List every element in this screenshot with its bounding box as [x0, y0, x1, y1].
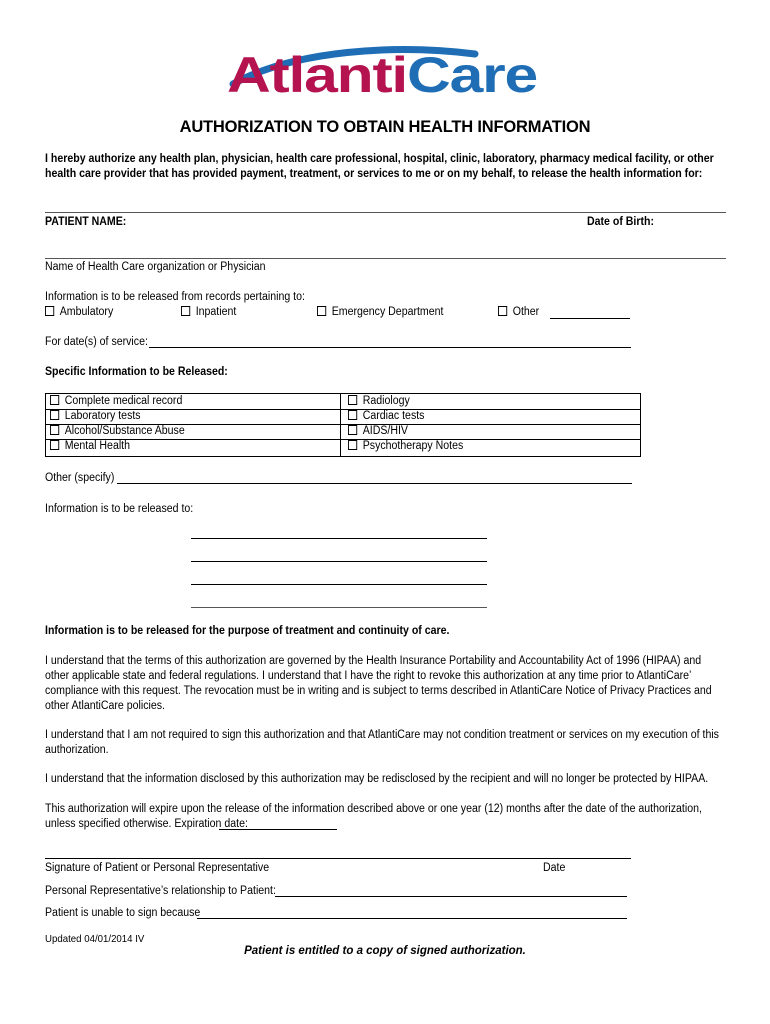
- service-dates-field[interactable]: [149, 347, 631, 348]
- other-checkbox[interactable]: [498, 306, 507, 316]
- hipaa-paragraph: I understand that the terms of this authorization are governed by the Health Insurance Portability and Accountability Act of 1996 (HIPAA) and other applicable state and federal regulations. I understand that I have the right to revoke this authorization at any time prior to AtlantiCare’ compliance with this request. The revocation must be in writing and is subject to terms described in AtlantiCare Notice of Privacy Practices and other AtlantiCare policies.: [45, 655, 712, 712]
- other-field[interactable]: [550, 318, 630, 319]
- item-complete-record[interactable]: Complete medical record: [50, 394, 182, 409]
- complete-record-checkbox[interactable]: [50, 395, 59, 405]
- service-dates-label: For date(s) of service:: [45, 336, 148, 348]
- copy-entitlement-note: Patient is entitled to a copy of signed authorization.: [244, 945, 526, 957]
- records-label: Information is to be released from records pertaining to:: [45, 291, 305, 303]
- item-psychotherapy[interactable]: Psychotherapy Notes: [348, 439, 463, 454]
- expiration-paragraph: This authorization will expire upon the release of the information described above or one year (12) months after the date of the authorization, unless specified otherwise. Expiration date:: [45, 803, 702, 830]
- updated-note: Updated 04/01/2014 IV: [45, 933, 145, 945]
- purpose-text: Information is to be released for the purpose of treatment and continuity of care.: [45, 625, 450, 637]
- logo-text: [0, 0, 1, 1]
- mental-health-checkbox[interactable]: [50, 440, 59, 450]
- option-emergency[interactable]: Emergency Department: [317, 305, 443, 320]
- cardiac-tests-checkbox[interactable]: [348, 410, 357, 420]
- organization-label: Name of Health Care organization or Physician: [45, 261, 266, 273]
- patient-name-label: PATIENT NAME:: [45, 216, 127, 228]
- relationship-field[interactable]: [275, 896, 627, 897]
- signature-label: Signature of Patient or Personal Representative: [45, 862, 270, 874]
- date-label: Date: [543, 862, 566, 874]
- alcohol-abuse-checkbox[interactable]: [50, 425, 59, 435]
- organization-rule: [45, 258, 726, 259]
- redisclosure-paragraph: I understand that the information disclosed by this authorization may be redisclosed by the recipient and will no longer be protected by HIPAA.: [45, 773, 709, 785]
- released-to-label: Information is to be released to:: [45, 503, 194, 515]
- item-radiology[interactable]: Radiology: [348, 394, 410, 409]
- specific-heading: Specific Information to be Released:: [45, 366, 228, 378]
- lab-tests-checkbox[interactable]: [50, 410, 59, 420]
- aids-hiv-checkbox[interactable]: [348, 425, 357, 435]
- other-specify-field[interactable]: [117, 483, 632, 484]
- relationship-label: Personal Representative’s relationship to Patient:: [45, 885, 276, 897]
- patient-top-rule: [45, 212, 726, 213]
- released-to-line-4[interactable]: [191, 607, 487, 608]
- specific-info-table: [45, 393, 641, 457]
- other-specify-label: Other (specify): [45, 472, 115, 484]
- option-ambulatory[interactable]: Ambulatory: [45, 305, 113, 320]
- released-to-line-2[interactable]: [191, 561, 487, 562]
- item-mental-health[interactable]: Mental Health: [50, 439, 130, 454]
- unable-to-sign-label: Patient is unable to sign because: [45, 907, 201, 919]
- date-of-birth-label: Date of Birth:: [587, 216, 655, 228]
- expiration-date-field[interactable]: [219, 829, 337, 830]
- ambulatory-checkbox[interactable]: [45, 306, 54, 316]
- psychotherapy-checkbox[interactable]: [348, 440, 357, 450]
- option-inpatient[interactable]: Inpatient: [181, 305, 236, 320]
- svg-text:AtlantiCare: Atlanti Care: [227, 47, 515, 102]
- option-other[interactable]: Other: [498, 305, 539, 320]
- signature-rule[interactable]: [45, 858, 631, 859]
- atlanticare-logo: [225, 40, 545, 102]
- emergency-checkbox[interactable]: [317, 306, 326, 316]
- item-alcohol-abuse[interactable]: Alcohol/Substance Abuse: [50, 424, 185, 439]
- item-lab-tests[interactable]: Laboratory tests: [50, 409, 141, 424]
- item-cardiac-tests[interactable]: Cardiac tests: [348, 409, 424, 424]
- page-title: AUTHORIZATION TO OBTAIN HEALTH INFORMATION: [179, 118, 591, 136]
- item-aids-hiv[interactable]: AIDS/HIV: [348, 424, 408, 439]
- radiology-checkbox[interactable]: [348, 395, 357, 405]
- released-to-line-3[interactable]: [191, 584, 487, 585]
- not-required-paragraph: I understand that I am not required to sign this authorization and that AtlantiCare may not condition treatment or services on my execution of this authorization.: [45, 729, 719, 756]
- intro-text: I hereby authorize any health plan, physician, health care professional, hospital, clinic, laboratory, pharmacy medical facility, or other health care provider that has provided payment, treatment, or services to me or on my behalf, to release the health information for:: [45, 153, 714, 180]
- unable-to-sign-field[interactable]: [197, 918, 627, 919]
- released-to-line-1[interactable]: [191, 538, 487, 539]
- inpatient-checkbox[interactable]: [181, 306, 190, 316]
